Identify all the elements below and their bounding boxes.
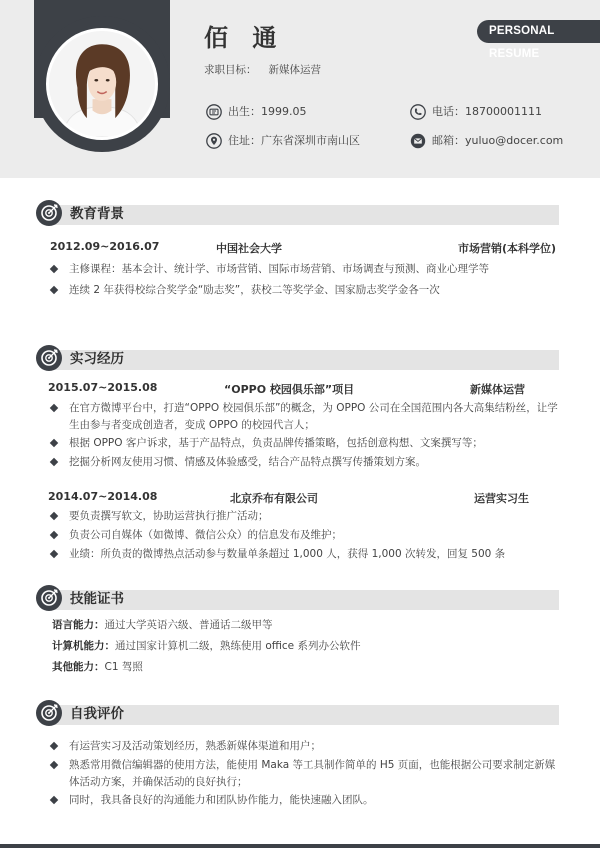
- job-role: 运营实习生: [474, 492, 529, 505]
- address-text: 住址：广东省深圳市南山区: [228, 134, 360, 147]
- section-title: 教育背景: [70, 206, 124, 222]
- location-pin-icon: [206, 133, 222, 149]
- skill-row: [52, 617, 273, 632]
- target-icon: [36, 585, 62, 611]
- section-self-evaluation: [36, 700, 559, 726]
- job-target-label: 求职目标：: [204, 64, 257, 76]
- target-icon: [36, 700, 62, 726]
- skill-label: 语言能力：: [52, 619, 105, 631]
- list-item: 熟悉常用微信编辑器的使用方法，能使用 Maka 等工具制作简单的 H5 页面，也能根据公司要求制定新媒体活动方案，并确保活动的良好执行；: [48, 757, 560, 791]
- list-item: 根据 OPPO 客户诉求，基于产品特点，负责品牌传播策略，包括创意构想、文案撰写等；: [48, 435, 560, 452]
- list-item: 同时，我具备良好的沟通能力和团队协作能力，能快速融入团队。: [48, 792, 560, 809]
- list-item: 负责公司自媒体（如微博、微信公众）的信息发布及维护；: [48, 527, 560, 544]
- job-role: 新媒体运营: [470, 383, 525, 396]
- personal-resume-badge: PERSONAL RESUME: [477, 20, 600, 43]
- edu-school: 中国社会大学: [216, 242, 282, 255]
- list-item: 业绩：所负责的微博热点活动参与数量单条超过 1,000 人，获得 1,000 次转发，回复 500 条: [48, 546, 560, 563]
- email-text: 邮箱：yuluo@docer.com: [432, 134, 564, 147]
- job-target-value: 新媒体运营: [268, 64, 321, 76]
- job-date: 2014.07~2014.08: [48, 490, 158, 503]
- list-item: 有运营实习及活动策划经历，熟悉新媒体渠道和用户；: [48, 738, 560, 755]
- id-card-icon: [206, 104, 222, 120]
- list-item: 主修课程：基本会计、统计学、市场营销、国际市场营销、市场调查与预测、商业心理学等: [48, 261, 560, 278]
- list-item: 要负责撰写软文，协助运营执行推广活动；: [48, 508, 560, 525]
- section-bar: [50, 350, 559, 370]
- skill-value: 通过大学英语六级、普通话二级甲等: [104, 619, 273, 631]
- section-title: 实习经历: [70, 351, 124, 367]
- footer-bar: [0, 844, 600, 848]
- list-item: 连续 2 年获得校综合奖学金“励志奖”，获校二等奖学金、国家励志奖学金各一次: [48, 282, 560, 299]
- target-icon: [36, 345, 62, 371]
- skill-label: 计算机能力：: [52, 640, 115, 652]
- section-education: [36, 200, 559, 226]
- section-bar: [50, 590, 559, 610]
- profile-photo: [46, 28, 158, 140]
- candidate-name: 佰 通: [204, 24, 285, 52]
- list-item: 在官方微博平台中，打造“OPPO 校园俱乐部”的概念，为 OPPO 公司在全国范围内各大高集结粉丝，让学生由参与者变成创造者，变成 OPPO 的校园代言人；: [48, 400, 560, 434]
- birth-text: 出生：1999.05: [228, 105, 307, 118]
- section-bar: [50, 205, 559, 225]
- skill-row: [52, 659, 143, 674]
- section-bar: [50, 705, 559, 725]
- job-date: 2015.07~2015.08: [48, 381, 158, 394]
- job-target: [204, 62, 321, 77]
- section-title: 技能证书: [70, 591, 124, 607]
- section-internship: [36, 345, 559, 371]
- phone-icon: [410, 104, 426, 120]
- section-skills: [36, 585, 559, 611]
- skill-label: 其他能力：: [52, 661, 105, 673]
- target-icon: [36, 200, 62, 226]
- section-title: 自我评价: [70, 706, 124, 722]
- job-org: 北京乔布有限公司: [230, 492, 318, 505]
- skill-row: [52, 638, 360, 653]
- edu-date: 2012.09~2016.07: [50, 240, 160, 253]
- skill-value: C1 驾照: [104, 661, 143, 673]
- edu-major: 市场营销(本科学位): [458, 242, 557, 255]
- mail-icon: [410, 133, 426, 149]
- job-org: “OPPO 校园俱乐部”项目: [224, 383, 355, 396]
- phone-text: 电话：18700001111: [432, 105, 542, 118]
- list-item: 挖掘分析网友使用习惯、情感及体验感受，结合产品特点撰写传播策划方案。: [48, 454, 560, 471]
- skill-value: 通过国家计算机二级，熟练使用 office 系列办公软件: [115, 640, 361, 652]
